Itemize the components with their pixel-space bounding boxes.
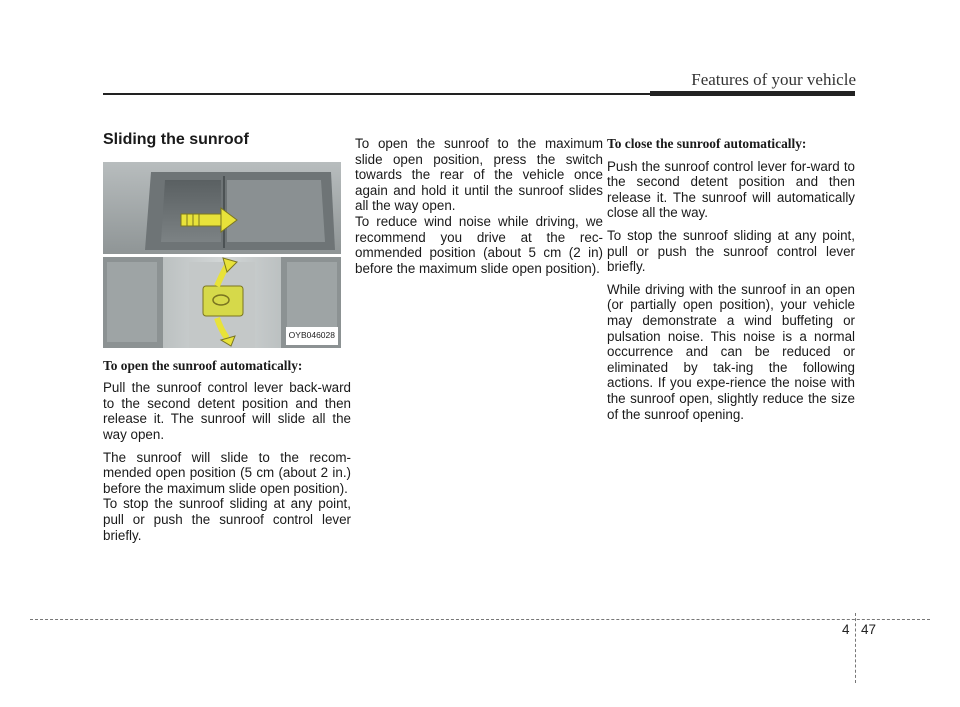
sunroof-drawing bbox=[103, 162, 341, 348]
sunroof-illustration bbox=[103, 162, 341, 348]
subheading-open-auto: To open the sunroof automatically: bbox=[103, 357, 303, 373]
paragraph-open-1: Pull the sunroof control lever back-ward to the second detent position and then release it. The sunroof will slide all the way open. bbox=[103, 380, 351, 442]
paragraph-close-3: While driving with the sunroof in an open (or partially open position), your vehicle may demonstrate a wind buffeting or pulsation noise. This noise is a normal occurrence and can be reduced or eliminated by tak-ing the following actions. If you expe-rience the noise with the sunroof open, slightly reduce the size of the sunroof opening. bbox=[607, 281, 855, 422]
paragraph-open-3: To stop the sunroof sliding at any point, pull or push the sunroof control lever briefly. bbox=[103, 496, 351, 543]
header-title: Features of your vehicle bbox=[691, 70, 856, 89]
paragraph-close-1: Push the sunroof control lever for-ward to the second detent position and then release it. The sunroof will automatically close all the way. bbox=[607, 158, 855, 221]
section-title: Sliding the sunroof bbox=[103, 131, 249, 148]
page-number: 47 bbox=[861, 622, 877, 637]
subheading-close-auto: To close the sunroof automatically: bbox=[607, 136, 807, 151]
paragraph-open-2: The sunroof will slide to the recom-mended open position (5 cm (about 2 in.) before the maximum slide open position). bbox=[103, 449, 351, 496]
page-number-separator bbox=[855, 613, 856, 683]
figure-label: OYB046028 bbox=[286, 327, 338, 345]
paragraph-max-open: To open the sunroof to the maximum slide open position, press the switch towards the rear of the vehicle once again and hold it until the sunroof slides all the way open. bbox=[355, 136, 603, 214]
paragraph-wind-noise: To reduce wind noise while driving, we recommend you drive at the rec-ommended position (about 5 cm (2 in) before the maximum slide open position). bbox=[355, 213, 603, 276]
column-2 bbox=[355, 136, 603, 283]
header-rule-accent bbox=[650, 91, 855, 96]
chapter-number: 4 bbox=[842, 622, 850, 637]
paragraph-close-2: To stop the sunroof sliding at any point, pull or push the sunroof control lever briefly. bbox=[607, 227, 855, 275]
column-3 bbox=[607, 136, 855, 429]
column-1 bbox=[103, 128, 351, 550]
footer-rule bbox=[30, 619, 930, 620]
